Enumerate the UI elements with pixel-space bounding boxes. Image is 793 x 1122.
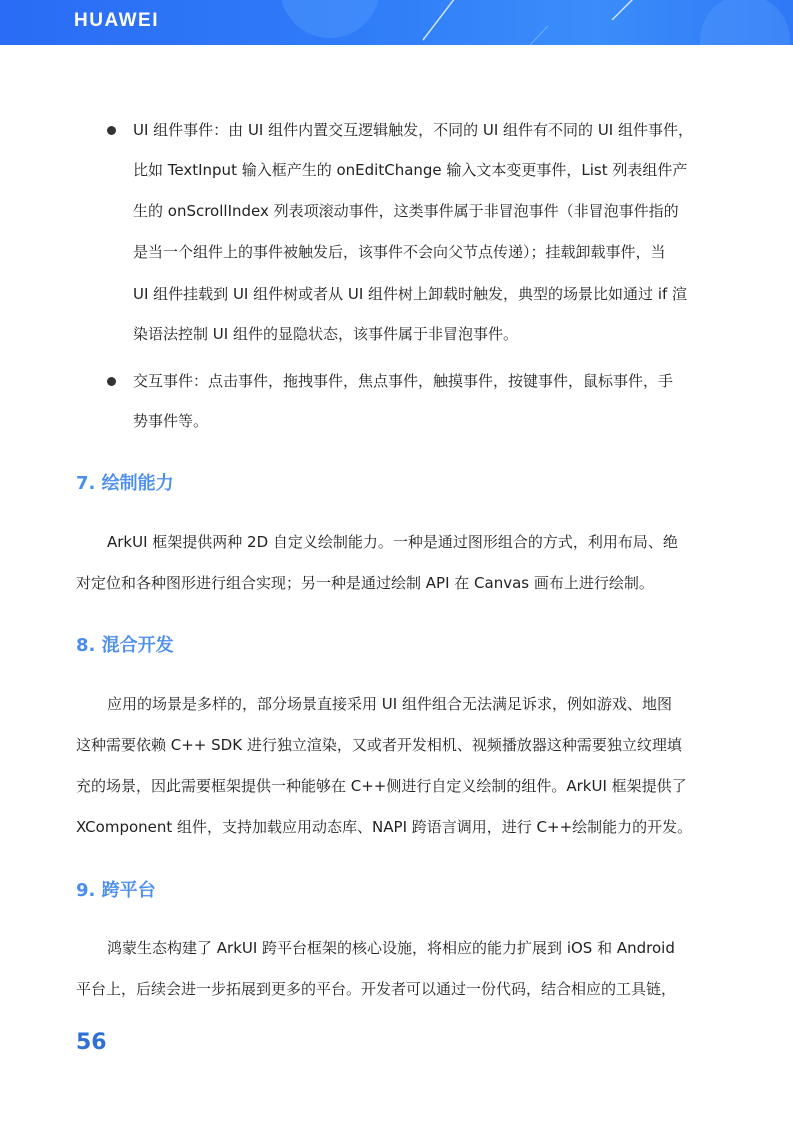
bullet-2-line: 交互事件：点击事件，拖拽事件，焦点事件，触摸事件，按键事件，鼠标事件，手 xyxy=(133,372,674,390)
section-8-paragraph-line: 充的场景，因此需要框架提供一种能够在 C++侧进行自定义绘制的组件。ArkUI 框架提供了 xyxy=(76,777,687,795)
section-7-paragraph-line: 对定位和各种图形进行组合实现；另一种是通过绘制 API 在 Canvas 画布上进行绘制。 xyxy=(76,574,654,592)
section-heading: 8. 混合开发 xyxy=(76,635,174,656)
page-number: 56 xyxy=(76,1030,107,1055)
page-header xyxy=(0,0,793,45)
section-8-paragraph-line: XComponent 组件，支持加载应用动态库、NAPI 跨语言调用，进行 C++绘制能力的开发。 xyxy=(76,818,693,836)
section-9-paragraph-line: 平台上，后续会进一步拓展到更多的平台。开发者可以通过一份代码，结合相应的工具链， xyxy=(76,980,677,998)
bullet-dot-icon xyxy=(107,126,116,135)
section-8-paragraph-line: 这种需要依赖 C++ SDK 进行独立渲染，又或者开发相机、视频播放器这种需要独立纹理填 xyxy=(76,736,682,754)
bullet-dot-icon xyxy=(107,377,116,386)
bullet-1-line: 比如 TextInput 输入框产生的 onEditChange 输入文本变更事件，List 列表组件产 xyxy=(133,161,688,179)
section-9-paragraph-line: 鸿蒙生态构建了 ArkUI 跨平台框架的核心设施，将相应的能力扩展到 iOS 和 Android xyxy=(107,939,675,957)
section-7-paragraph-line: ArkUI 框架提供两种 2D 自定义绘制能力。一种是通过图形组合的方式，利用布局、绝 xyxy=(107,533,678,551)
bullet-1-line: 是当一个组件上的事件被触发后，该事件不会向父节点传递）；挂载卸载事件，当 xyxy=(133,243,666,261)
brand-logo: HUAWEI xyxy=(74,10,159,31)
bullet-1-line: 生的 onScrollIndex 列表项滚动事件，这类事件属于非冒泡事件（非冒泡事件指的 xyxy=(133,202,679,220)
section-heading: 7. 绘制能力 xyxy=(76,473,174,494)
bullet-1-line: 染语法控制 UI 组件的显隐状态，该事件属于非冒泡事件。 xyxy=(133,325,518,343)
bullet-2-line: 势事件等。 xyxy=(133,412,209,430)
bullet-1-line: UI 组件挂载到 UI 组件树或者从 UI 组件树上卸载时触发，典型的场景比如通过 if 渲 xyxy=(133,285,688,303)
bullet-1-line: UI 组件事件：由 UI 组件内置交互逻辑触发，不同的 UI 组件有不同的 UI 组件事件， xyxy=(133,121,693,139)
section-8-paragraph-line: 应用的场景是多样的，部分场景直接采用 UI 组件组合无法满足诉求，例如游戏、地图 xyxy=(107,695,672,713)
section-heading: 9. 跨平台 xyxy=(76,880,156,901)
